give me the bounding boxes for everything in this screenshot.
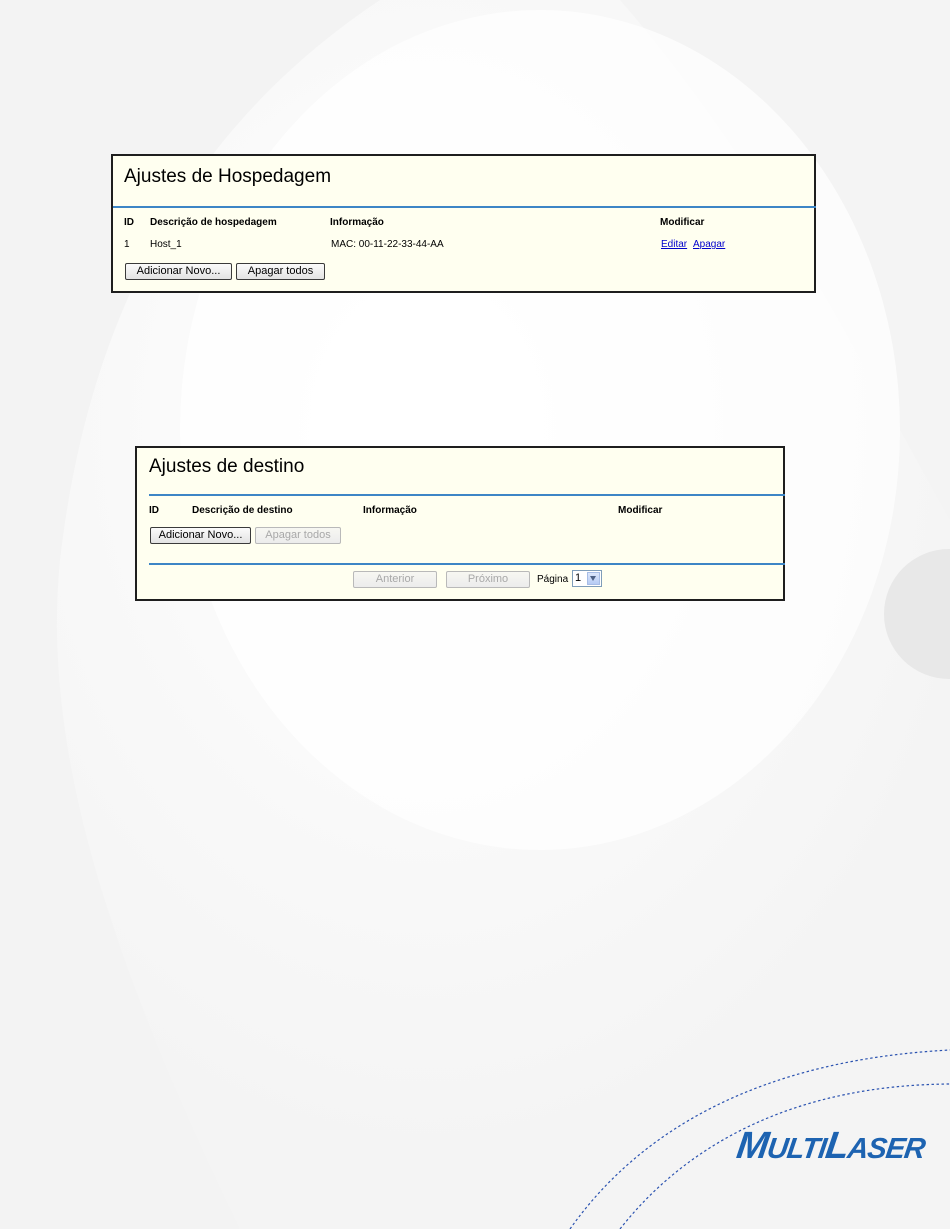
dest-col-description: Descrição de destino <box>192 505 293 516</box>
host-row-description: Host_1 <box>150 239 182 250</box>
dest-col-info: Informação <box>363 505 417 516</box>
host-row-id: 1 <box>124 239 130 250</box>
host-col-modify: Modificar <box>660 217 705 228</box>
host-row-delete-link[interactable]: Apagar <box>693 239 726 250</box>
host-row-info: MAC: 00-11-22-33-44-AA <box>331 239 444 250</box>
host-panel-rule <box>113 206 816 208</box>
host-settings-panel <box>111 154 816 293</box>
dest-next-button[interactable]: Próximo <box>446 571 530 588</box>
dest-panel-title: Ajustes de destino <box>149 456 305 477</box>
host-row-edit-link[interactable]: Editar <box>661 239 688 250</box>
dest-panel-rule-top <box>149 494 785 496</box>
host-col-info: Informação <box>330 217 384 228</box>
dest-col-id: ID <box>149 505 159 516</box>
multilaser-logo: MULTILASER <box>734 1125 927 1167</box>
dest-panel-rule-bottom <box>149 563 785 565</box>
host-col-id: ID <box>124 217 134 228</box>
dest-page-select[interactable] <box>572 570 602 587</box>
host-add-new-button[interactable]: Adicionar Novo... <box>125 263 232 280</box>
dest-col-modify: Modificar <box>618 505 663 516</box>
host-col-description: Descrição de hospedagem <box>150 217 277 228</box>
dest-delete-all-button[interactable]: Apagar todos <box>255 527 341 544</box>
dest-add-new-button[interactable]: Adicionar Novo... <box>150 527 251 544</box>
dest-prev-button[interactable]: Anterior <box>353 571 437 588</box>
host-delete-all-button[interactable]: Apagar todos <box>236 263 325 280</box>
dest-page-label: Página <box>537 574 569 585</box>
chevron-down-icon[interactable] <box>587 572 600 585</box>
host-panel-title: Ajustes de Hospedagem <box>124 166 332 187</box>
destination-settings-panel <box>135 446 785 601</box>
dest-page-select-value: 1 <box>575 572 582 584</box>
